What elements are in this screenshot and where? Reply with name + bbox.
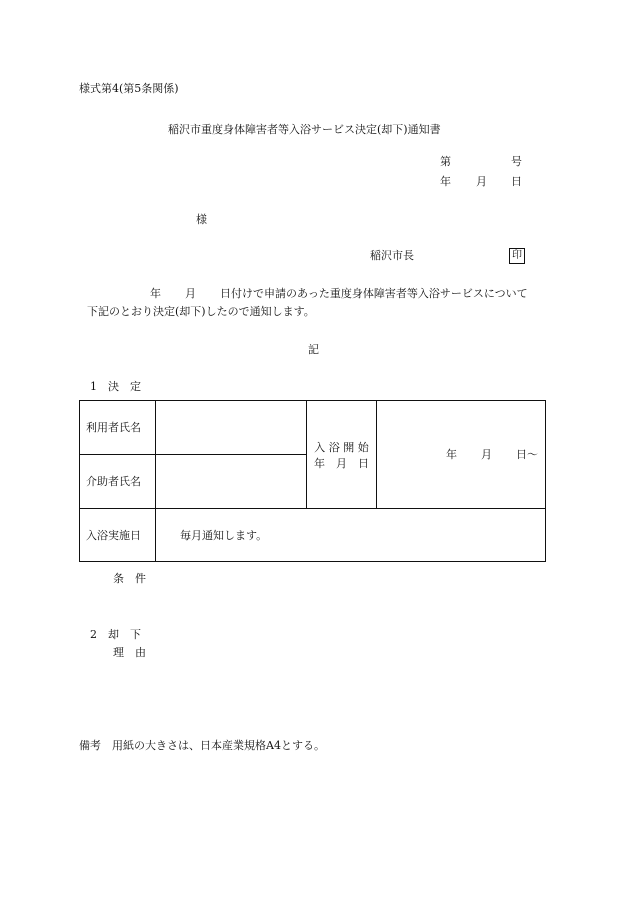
form-number: 様式第4(第5条関係) bbox=[79, 82, 179, 95]
doc-number-dai: 第 bbox=[440, 155, 451, 168]
issue-date-year: 年 bbox=[440, 175, 451, 188]
section1-label: 1 決 定 bbox=[90, 380, 141, 393]
reason-label: 理 由 bbox=[113, 646, 146, 659]
table-divider bbox=[376, 400, 377, 508]
remarks: 備考 用紙の大きさは、日本産業規格A4とする。 bbox=[79, 739, 325, 752]
body-line2: 下記のとおり決定(却下)したので通知します。 bbox=[87, 305, 315, 318]
user-name-label: 利用者氏名 bbox=[86, 421, 141, 434]
bath-day-value: 毎月通知します。 bbox=[180, 529, 268, 542]
issuer-name: 稲沢市長 bbox=[370, 249, 414, 262]
ki-heading: 記 bbox=[308, 343, 319, 356]
table-divider bbox=[79, 508, 546, 509]
start-date-label-line2: 年 月 日 bbox=[314, 457, 369, 470]
caregiver-name-label: 介助者氏名 bbox=[86, 475, 141, 488]
start-date-day: 日～ bbox=[516, 448, 538, 461]
document-title: 稲沢市重度身体障害者等入浴サービス決定(却下)通知書 bbox=[168, 123, 441, 136]
body-month: 月 bbox=[185, 287, 196, 300]
addressee-suffix: 様 bbox=[196, 213, 207, 226]
seal-mark: 印 bbox=[509, 248, 525, 264]
issue-date-day: 日 bbox=[511, 175, 522, 188]
body-line1: 日付けで申請のあった重度身体障害者等入浴サービスについて bbox=[220, 287, 528, 300]
decision-table bbox=[79, 400, 546, 562]
table-divider bbox=[79, 454, 307, 455]
doc-number-go: 号 bbox=[511, 155, 522, 168]
start-date-label-line1: 入 浴 開 始 bbox=[314, 441, 369, 454]
start-date-year: 年 bbox=[446, 448, 457, 461]
bath-day-label: 入浴実施日 bbox=[86, 529, 141, 542]
conditions-label: 条 件 bbox=[113, 572, 146, 585]
body-year: 年 bbox=[150, 287, 161, 300]
start-date-month: 月 bbox=[481, 448, 492, 461]
section2-label: 2 却 下 bbox=[90, 628, 141, 641]
issue-date-month: 月 bbox=[476, 175, 487, 188]
table-divider bbox=[155, 508, 156, 562]
